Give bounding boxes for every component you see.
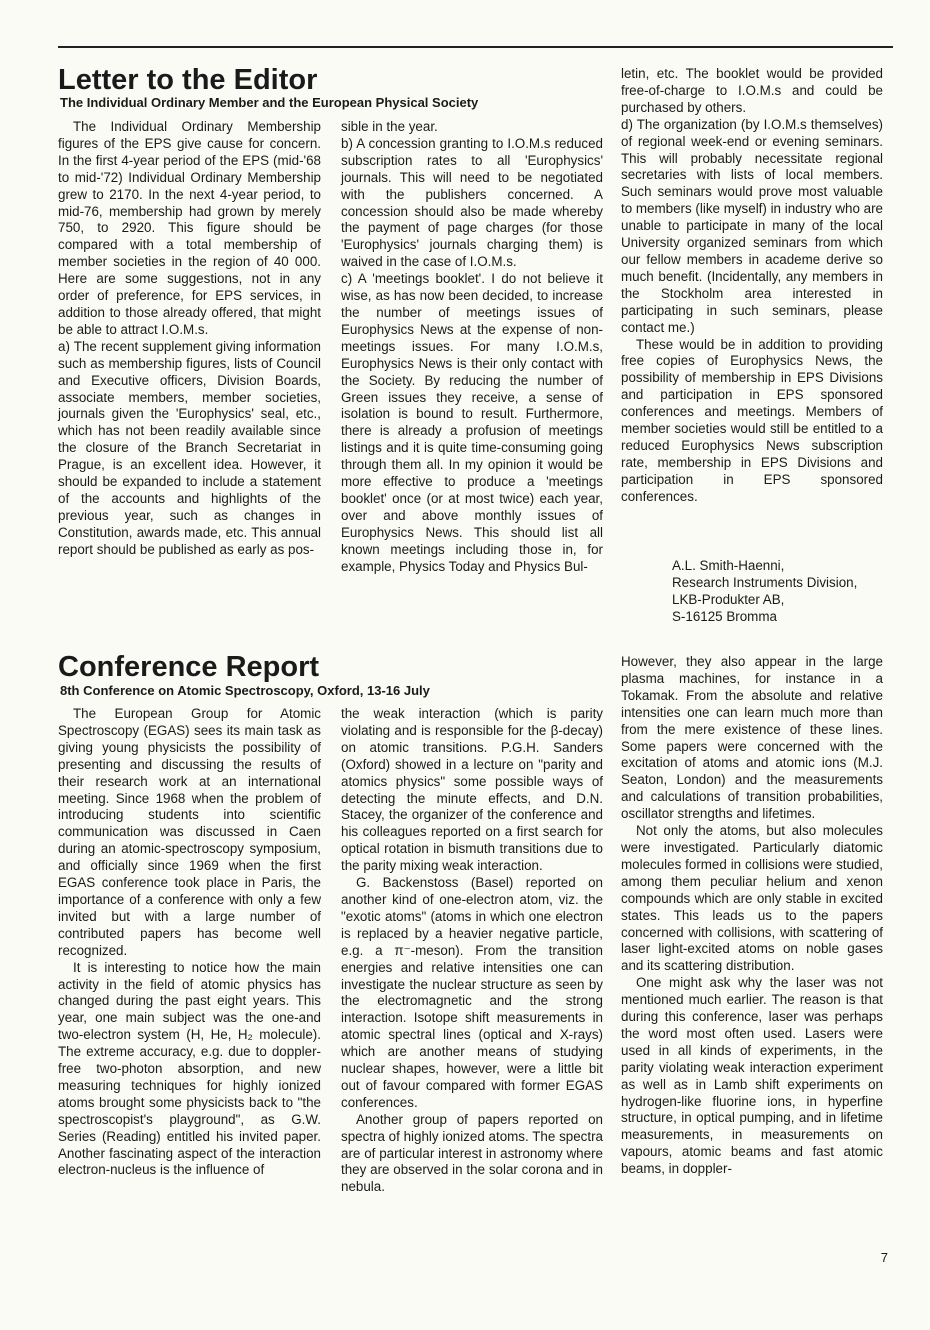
paragraph: b) A concession granting to I.O.M.s reduced subscription rates to all 'Europhysics' journals. This will need to be negotiated with the publishers concerned. A concession should also be made whereby the payment of page charges (for those 'Europhysics' journals charging them) is waived in the case of I.O.M.s. — [341, 135, 603, 270]
paragraph: c) A 'meetings booklet'. I do not believe it wise, as has now been decided, to increase the number of meetings issues of Europhysics News at the expense of non-meetings issues. For many I.O.M.s, Europhysics News is their only contact with the Society. By reducing the number of Green issues they receive, a sense of isolation is bound to result. Furthermore, there is already a profusion of meetings listings and it is quite time-consuming going through them all. In my opinion it would be more effective to produce a 'meetings booklet' once (or at most twice) each year, over and above monthly issues of Europhysics News. This should list all known meetings including those in, for example, Physics Today and Physics Bul- — [341, 271, 603, 574]
signature-line: Research Instruments Division, — [672, 574, 858, 590]
paragraph: the weak interaction (which is parity violating and is responsible for the β-decay) on atomic transitions. P.G.H. Sanders (Oxford) showed in a lecture on "parity and atomics physics" some possible ways of detecting the minute effects, and D.N. Stacey, the organizer of the conference and his colleagues reported on a first search for optical rotation in bismuth transitions due to the parity mixing weak interaction. — [341, 706, 603, 874]
letter-subheading: The Individual Ordinary Member and the European Physical Society — [60, 95, 479, 110]
report-column-3 — [621, 654, 883, 1178]
paragraph: Another group of papers reported on spectra of highly ionized atoms. The spectra are of particular interest in astronomy where they are observed in the solar corona and in nebula. — [341, 1111, 603, 1195]
paragraph: The Individual Ordinary Membership figures of the EPS give cause for concern. In the first 4-year period of the EPS (mid-'68 to mid-'72) Individual Ordinary Membership grew to 2170. In the next 4-year period, to mid-76, membership had grown by merely 750, to 2920. This figure should be compared with a total membership of member societies in the region of 40 000. Here are some suggestions, not in any order of preference, for EPS services, in addition to those already offered, that might be able to attract I.O.M.s. — [58, 119, 321, 337]
letter-column-3 — [621, 66, 883, 506]
paragraph: Not only the atoms, but also molecules were investigated. Particularly diatomic molecules formed in collisions were studied, among them peculiar helium and xenon compounds which are only stable in excited states. This leads us to the papers concerned with collisions, with scattering of laser light-excited atoms on noble gases and its scattering distribution. — [621, 823, 883, 974]
report-column-1 — [58, 706, 321, 1179]
letter-column-1 — [58, 119, 321, 559]
paragraph: One might ask why the laser was not mentioned much earlier. The reason is that during this conference, laser was perhaps the word most often used. Lasers were used in all kinds of experiments, in the parity violating weak interaction experiment as well as in Lamb shift experiments on hydrogen-like fluorine ions, in hyperfine structure, in optical pumping, and in lifetime measurements, in measurements on vapours, atomic beams and fast atomic beams, in doppler- — [621, 975, 883, 1177]
signature-name: A.L. Smith-Haenni, — [672, 558, 785, 573]
signature-line: LKB-Produkter AB, — [672, 591, 785, 607]
paragraph: letin, etc. The booklet would be provided free-of-charge to I.O.M.s and could be purchased by others. — [621, 66, 883, 115]
letter-heading: Letter to the Editor — [58, 64, 318, 96]
paragraph: a) The recent supplement giving information such as membership figures, lists of Council and Executive officers, Division Boards, associate members, member societies, journals given the 'Europhysics' seal, etc., which has not been readily available since the closure of the Branch Secretariat in Prague, is an excellent idea. However, it should be expanded to include a statement of the accounts and highlights of the previous year, such as changes in Constitution, awards made, etc. This annual report should be published as early as pos- — [58, 338, 321, 557]
report-column-2 — [341, 706, 603, 1196]
paragraph: These would be in addition to providing free copies of Europhysics News, the possibility of membership in EPS Divisions and participation in EPS sponsored conferences and meetings. Members of member societies would still be entitled to a reduced Europhysics News subscription rate, membership in EPS Divisions and participation in EPS sponsored conferences. — [621, 336, 883, 504]
paragraph: d) The organization (by I.O.M.s themselves) of regional week-end or evening seminars. This will probably necessitate regional secretaries with lists of local members. Such seminars would prove most valuable to members (like myself) in industry who are unable to participate in many of the local University organized seminars from which our fellow members in academe derive so much benefit. (Incidentally, any members in the Stockholm area interested in participating in such seminars, please contact me.) — [621, 116, 883, 335]
paragraph: sible in the year. — [341, 119, 438, 134]
top-rule — [58, 46, 893, 48]
signature-line: S-16125 Bromma — [672, 608, 777, 624]
signature-block — [672, 558, 857, 626]
paragraph: The European Group for Atomic Spectroscopy (EGAS) sees its main task as giving young physicists the possibility of presenting and discussing the results of their research work at an international meeting. Since 1968 when the problem of introducing students into scientific communication was discussed in Caen during an atomic-spectroscopy symposium, and officially since 1969 when the first EGAS conference took place in Paris, the importance of a conference with only a few invited but with a large number of contributed papers has become well recognized. — [58, 706, 321, 958]
report-subheading: 8th Conference on Atomic Spectroscopy, Oxford, 13-16 July — [60, 683, 430, 698]
paragraph: It is interesting to notice how the main activity in the field of atomic physics has changed during the past eight years. This year, one main subject was the one-and two-electron system (H, He, H₂ molecule). The extreme accuracy, e.g. due to doppler-free two-photon absorption, and new measuring techniques for highly ionized atoms brought some physicists back to "the spectroscopist's playground", as G.W. Series (Reading) entitled his invited paper. Another fascinating aspect of the interaction electron-nucleus is the influence of — [58, 959, 321, 1178]
page-number: 7 — [880, 1250, 888, 1265]
letter-column-2 — [341, 119, 603, 575]
paragraph: However, they also appear in the large plasma machines, for instance in a Tokamak. From the absolute and relative intensities one can learn much more than from the mere existence of these lines. Some papers were concerned with the excitation of atoms and atomic ions (M.J. Seaton, London) and the measurements and calculations of transition probabilities, oscillator strengths and lifetimes. — [621, 654, 883, 822]
report-heading: Conference Report — [58, 651, 320, 683]
paragraph: G. Backenstoss (Basel) reported on another kind of one-electron atom, viz. the "exotic atoms" (atoms in which one electron is replaced by a heavier negative particle, e.g. a π⁻-meson). From the transition energies and relative intensities one can investigate the nuclear structure as seen by the electromagnetic and the strong interaction. Isotope shift measurements in atomic spectral lines (optical and X-rays) which are another means of studying nuclear shapes, however, were a little bit out of favour compared with former EGAS conferences. — [341, 875, 603, 1110]
